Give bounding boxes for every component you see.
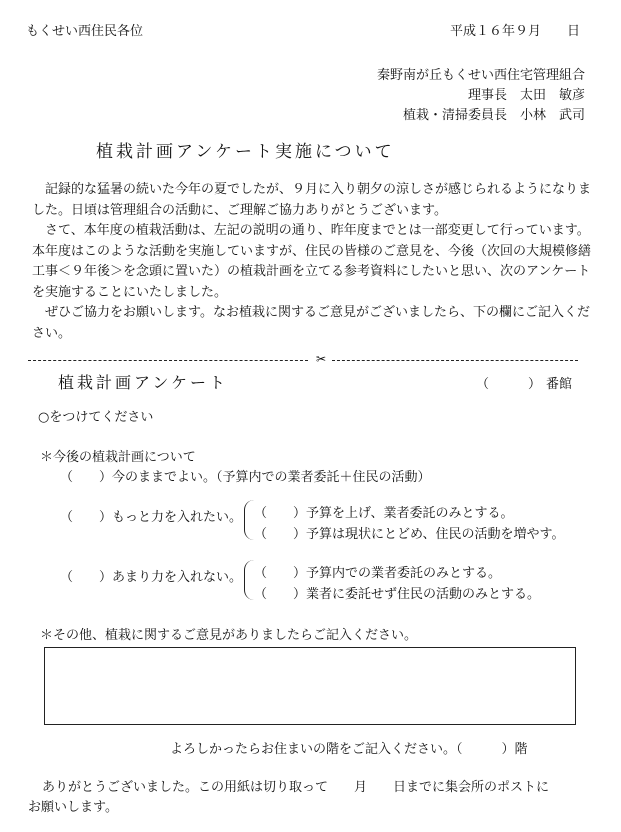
paragraph-3: ぜひご協力をお願いします。なお植栽に関するご意見がございましたら、下の欄にご記入ください。: [32, 305, 590, 341]
sender-chair: 理事長 太田 敏彦: [467, 88, 585, 103]
option-less-a[interactable]: （ ）予算内での業者委託のみとする。: [254, 566, 502, 581]
opinion-answer-box[interactable]: [44, 647, 576, 725]
room-suffix: 番館: [546, 377, 573, 392]
option-less-b[interactable]: （ ）業者に委託せず住民の活動のみとする。: [254, 587, 541, 602]
addressee: もくせい西住民各位: [26, 24, 144, 39]
footer-line-1: ありがとうございました。この用紙は切り取って 月 日までに集会所のポストに: [42, 780, 550, 795]
instruction: ○をつけてください: [38, 410, 154, 425]
paragraph-1: 記録的な猛暑の続いた今年の夏でしたが、９月に入り朝夕の涼しさが感じられるようになりました。日頃は管理組合の活動に、ご理解ご協力ありがとうございます。: [32, 182, 592, 218]
cut-line-right: [332, 360, 578, 361]
option-keep[interactable]: （ ）今のままでよい。（予算内での業者委託＋住民の活動）: [60, 470, 431, 485]
scissors-icon: ✂: [316, 352, 327, 366]
cut-line: [28, 352, 578, 366]
document-title: 植栽計画アンケート実施について: [96, 142, 395, 162]
date: 平成１６年９月 日: [450, 24, 581, 39]
footer-line-2: お願いします。: [28, 800, 118, 815]
option-more[interactable]: （ ）もっと力を入れたい。: [60, 510, 243, 525]
cut-line-left: [28, 360, 308, 361]
floor-prompt[interactable]: よろしかったらお住まいの階をご記入ください。（ ）階: [170, 742, 528, 757]
option-more-a[interactable]: （ ）予算を上げ、業者委託のみとする。: [254, 506, 514, 521]
option-less[interactable]: （ ）あまり力を入れない。: [60, 570, 243, 585]
sender-organization: 秦野南が丘もくせい西住宅管理組合: [376, 68, 585, 83]
sender-committee: 植栽・清掃委員長 小林 武司: [402, 108, 585, 123]
option-more-b[interactable]: （ ）予算は現状にとどめ、住民の活動を増やす。: [254, 527, 565, 542]
question-other-opinions: ＊その他、植栽に関するご意見がありましたらご記入ください。: [40, 628, 418, 643]
room-number-blank[interactable]: （ ）: [476, 377, 542, 392]
paragraph-2: さて、本年度の植栽活動は、左記の説明の通り、昨年度までとは一部変更して行っています。本年度はこのような活動を実施していますが、住民の皆様のご意見を、今後（次回の大規模修繕工事＜９年後＞を念頭に置いた）の植栽計画を立てる参考資料にしたいと思い、次のアンケートを実施することにいたしました。: [32, 223, 592, 300]
question-future-plan: ＊今後の植栽計画について: [40, 450, 196, 465]
survey-title: 植栽計画アンケート: [58, 373, 229, 392]
